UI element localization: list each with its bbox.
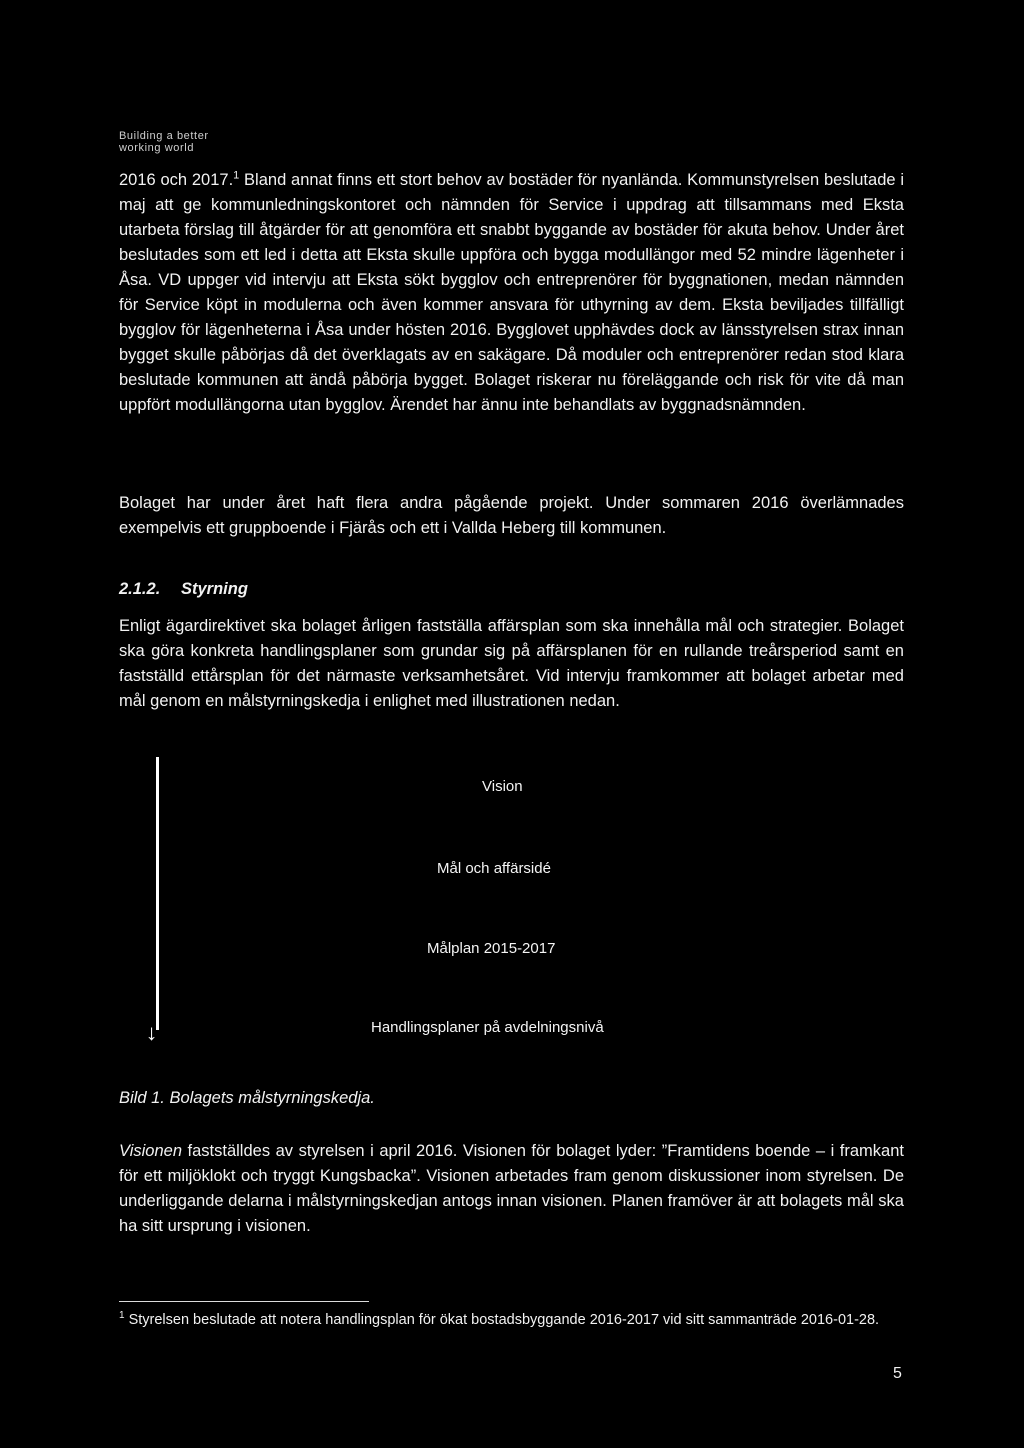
section-heading: [119, 580, 248, 599]
paragraph-projects: Bolaget har under året haft flera andra pågående projekt. Under sommaren 2016 överlämnades exempelvis ett gruppboende i Fjärås och ett i Vallda Heberg till kommunen.: [119, 494, 904, 537]
paragraph-vision-body: fastställdes av styrelsen i april 2016. Visionen för bolaget lyder: ”Framtidens boende – i framkant för ett miljöklokt och tryggt Kungsbacka”. Visionen arbetades fram genom diskussioner inom styrelsen. De underliggande delarna i målstyrningskedjan antogs innan visionen. Planen framöver är att bolagets mål ska ha sitt ursprung i visionen.: [119, 1142, 904, 1235]
vision-term: Visionen: [119, 1142, 182, 1160]
footnote: [119, 1310, 909, 1330]
diagram-level-action-plans: Handlingsplaner på avdelningsnivå: [371, 1019, 604, 1036]
arrow-down-icon: ↓: [145, 1020, 158, 1045]
footnote-reference: 1: [233, 169, 240, 182]
paragraph-vision: [119, 1139, 904, 1239]
brand-tagline: [119, 130, 209, 154]
diagram-level-goals: Mål och affärsidé: [437, 860, 551, 877]
paragraph-governance: Enligt ägardirektivet ska bolaget årligen fastställa affärsplan som ska innehålla mål och strategier. Bolaget ska göra konkreta handlingsplaner som grundar sig på affärsplanen för en rullande treårsperiod samt en fastställd ettårsplan för det närmaste verksamhetsåret. Vid intervju framkommer att bolaget arbetar med mål genom en målstyrningskedja i enlighet med illustrationen nedan.: [119, 617, 904, 710]
footnote-divider: [119, 1301, 369, 1302]
diagram-level-vision: Vision: [482, 778, 523, 795]
paragraph-housing-body: Bland annat finns ett stort behov av bostäder för nyanlända. Kommunstyrelsen beslutade i maj att ge kommunledningskontoret och nämnden för Service i uppdrag att tillsammans med Eksta utarbeta förslag till åtgärder för att genomföra ett snabbt byggande av bostäder för akuta behov. Under året beslutades som ett led i detta att Eksta skulle uppföra och bygga modullängor med 52 mindre lägenheter i Åsa. VD uppger vid intervju att Eksta sökt bygglov och entreprenörer för byggnationen, medan nämnden för Service köpt in modulerna och även kommer ansvara för uthyrning av dem. Eksta beviljades tillfälligt bygglov för lägenheterna i Åsa under hösten 2016. Bygglovet upphävdes dock av länsstyrelsen strax innan bygget skulle påbörjas då det överklagats av en sakägare. Då moduler och entreprenörer redan stod klara beslutade kommunen att ändå påbörja bygget. Bolaget riskerar nu föreläggande och risk för vite då man uppfört modullängorna utan bygglov. Ärendet har ännu inte behandlats av byggnadsnämnden.: [119, 171, 904, 414]
paragraph-housing: [119, 168, 904, 418]
footnote-text: Styrelsen beslutade att notera handlingsplan för ökat bostadsbyggande 2016-2017 vid sitt sammanträde 2016-01-28.: [124, 1312, 880, 1328]
section-number: 2.1.2.: [119, 580, 161, 598]
section-title: Styrning: [181, 580, 248, 598]
cascade-arrow-shaft: [156, 757, 159, 1030]
footnote-marker: 1: [119, 1310, 125, 1322]
tagline-line-2: working world: [119, 142, 195, 154]
figure-caption: Bild 1. Bolagets målstyrningskedja.: [119, 1089, 375, 1107]
paragraph-housing-start: 2016 och 2017.: [119, 171, 234, 189]
page-number: 5: [893, 1365, 902, 1382]
tagline-line-1: Building a better: [119, 130, 209, 142]
diagram-level-plan: Målplan 2015-2017: [427, 940, 556, 957]
